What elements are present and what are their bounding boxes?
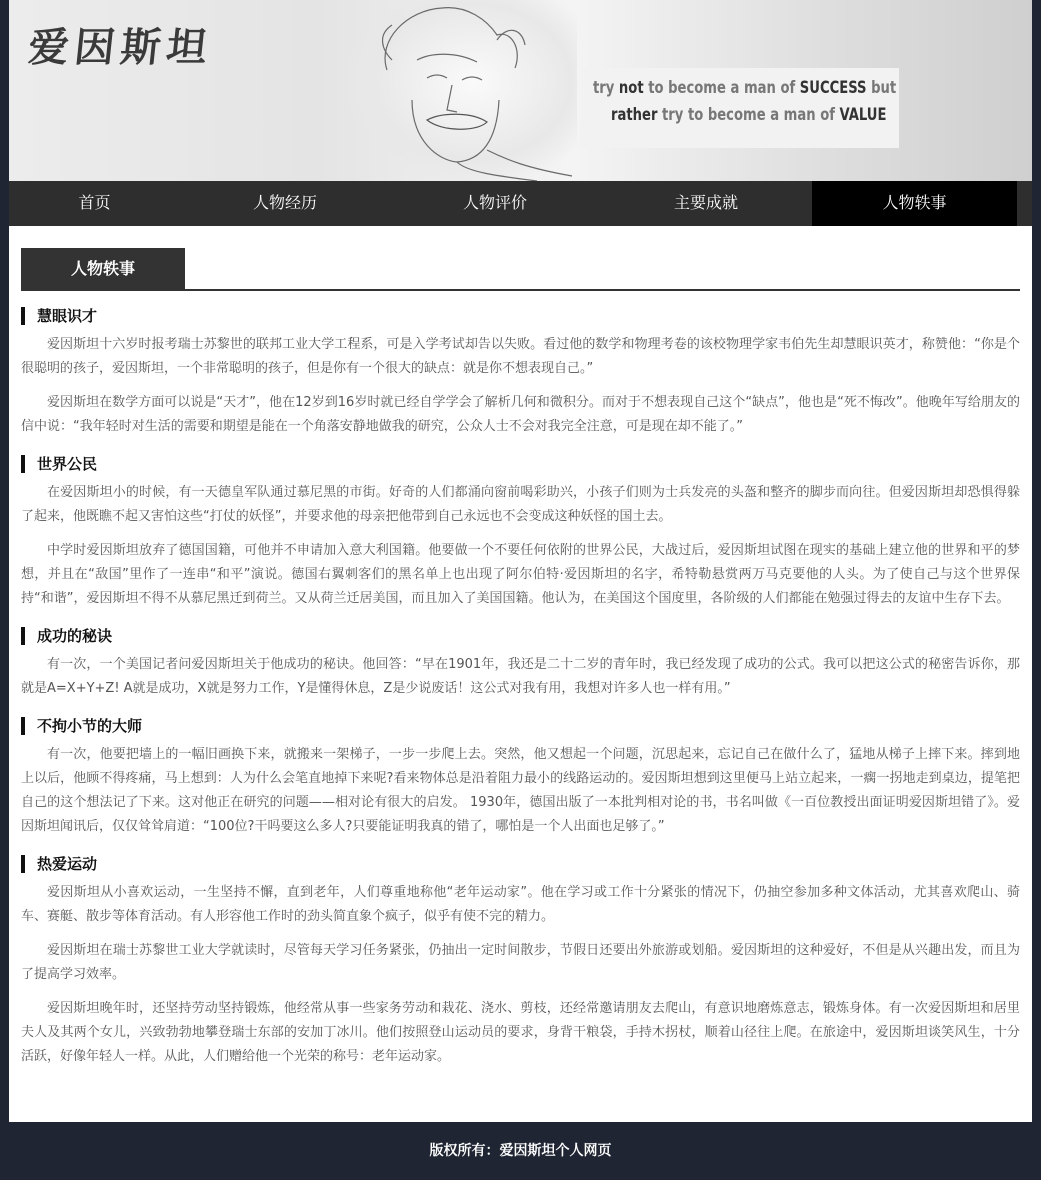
tab-anecdotes[interactable]: 人物轶事	[21, 248, 185, 289]
einstein-portrait	[347, 0, 577, 181]
paragraph: 有一次，一个美国记者问爱因斯坦关于他成功的秘诀。他回答：“早在1901年，我还是二十二岁的青年时，我已经发现了成功的公式。我可以把这公式的秘密告诉你，那就是A=X+Y+Z! A就是成功，X就是努力工作，Y是懂得休息，Z是少说废话！这公式对我有用，我想对许多人也一样有用。”	[21, 657, 1020, 696]
paragraph: 爱因斯坦在瑞士苏黎世工业大学就读时，尽管每天学习任务紧张，仍抽出一定时间散步，节假日还要出外旅游或划船。爱因斯坦的这种爱好，不但是从兴趣出发，而且为了提高学习效率。	[21, 943, 1020, 982]
paragraph: 中学时爱因斯坦放弃了德国国籍，可他并不申请加入意大利国籍。他要做一个不要任何依附的世界公民，大战过后，爱因斯坦试图在现实的基础上建立他的世界和平的梦想，并且在“敌国”里作了一连串“和平”演说。德国右翼刺客们的黑名单上也出现了阿尔伯特·爱因斯坦的名字，希特勒悬赏两万马克要他的人头。为了使自己与这个世界保持“和谐”，爱因斯坦不得不从慕尼黑迁到荷兰。又从荷兰迁居美国，而且加入了美国国籍。他认为，在美国这个国度里，各阶级的人们都能在勉强过得去的友谊中生存下去。	[21, 543, 1020, 606]
nav-item-anecdotes[interactable]: 人物轶事	[812, 181, 1017, 226]
paragraph: 爱因斯坦十六岁时报考瑞士苏黎世的联邦工业大学工程系，可是入学考试却告以失败。看过他的数学和物理考卷的该校物理学家韦伯先生却慧眼识英才，称赞他：“你是个很聪明的孩子，爱因斯坦，一个非常聪明的孩子，但是你有一个很大的缺点：就是你不想表现自己。”	[21, 337, 1020, 376]
main-content	[21, 248, 1020, 1079]
nav-item-home[interactable]: 首页	[78, 193, 111, 212]
portrait-sketch-icon	[347, 0, 577, 181]
nav-item-experience[interactable]: 人物经历	[252, 193, 317, 212]
paragraph: 爱因斯坦从小喜欢运动，一生坚持不懈，直到老年，人们尊重地称他“老年运动家”。他在学习或工作十分紧张的情况下，仍抽空参加多种文体活动，尤其喜欢爬山、骑车、赛艇、散步等体育活动。有人形容他工作时的劲头简直象个疯子，似乎有使不完的精力。	[21, 885, 1020, 924]
paragraph: 有一次，他要把墙上的一幅旧画换下来，就搬来一架梯子，一步一步爬上去。突然，他又想起一个问题，沉思起来，忘记自己在做什么了，猛地从梯子上摔下来。摔到地上以后，他顾不得疼痛，马上想到：人为什么会笔直地掉下来呢?看来物体总是沿着阻力最小的线路运动的。爱因斯坦想到这里便马上站立起来，一瘸一拐地走到桌边，提笔把自己的这个想法记了下来。这对他正在研究的问题——相对论有很大的启发。 1930年，德国出版了一本批判相对论的书，书名叫做《一百位教授出面证明爱因斯坦错了》。爱因斯坦闻讯后，仅仅耸耸肩道：“100位?干吗要这么多人?只要能证明我真的错了，哪怕是一个人出面也足够了。”	[21, 747, 1020, 834]
nav-item-evaluation[interactable]: 人物评价	[462, 193, 527, 212]
section-title-talent: 慧眼识才	[21, 307, 1020, 325]
quote-line-2: rather try to become a man of VALUE	[611, 105, 887, 125]
site-logo: 爱因斯坦	[26, 24, 216, 71]
section-title-sports: 热爱运动	[21, 855, 1020, 873]
section-title-world-citizen: 世界公民	[21, 455, 1020, 473]
paragraph: 爱因斯坦在数学方面可以说是“天才”，他在12岁到16岁时就已经自学学会了解析几何和微积分。而对于不想表现自己这个“缺点”，他也是“死不悔改”。他晚年写给朋友的信中说：“我年轻时对生活的需要和期望是能在一个角落安静地做我的研究，公众人士不会对我完全注意，可是现在却不能了。”	[21, 395, 1020, 434]
paragraph: 在爱因斯坦小的时候，有一天德皇军队通过慕尼黑的市街。好奇的人们都涌向窗前喝彩助兴，小孩子们则为士兵发亮的头盔和整齐的脚步而向往。但爱因斯坦却恐惧得躲了起来，他既瞧不起又害怕这些“打仗的妖怪”，并要求他的母亲把他带到自己永远也不会变成这种妖怪的国土去。	[21, 485, 1020, 524]
main-nav	[9, 181, 1032, 226]
page-frame	[9, 0, 1032, 1122]
paragraph: 爱因斯坦晚年时，还坚持劳动坚持锻炼，他经常从事一些家务劳动和栽花、浇水、剪枝，还经常邀请朋友去爬山，有意识地磨炼意志，锻炼身体。有一次爱因斯坦和居里夫人及其两个女儿，兴致勃勃地攀登瑞士东部的安加丁冰川。他们按照登山运动员的要求，身背干粮袋，手持木拐杖，顺着山径往上爬。在旅途中，爱因斯坦谈笑风生，十分活跃，好像年轻人一样。从此，人们赠给他一个光荣的称号：老年运动家。	[21, 1001, 1020, 1064]
quote-line-1: try not to become a man of SUCCESS but	[593, 78, 897, 98]
tab-header	[21, 248, 1020, 291]
section-title-success-secret: 成功的秘诀	[21, 627, 1020, 645]
section-title-master: 不拘小节的大师	[21, 717, 1020, 735]
nav-item-achievements[interactable]: 主要成就	[673, 193, 738, 212]
site-footer: 版权所有：爱因斯坦个人网页	[429, 1143, 612, 1159]
